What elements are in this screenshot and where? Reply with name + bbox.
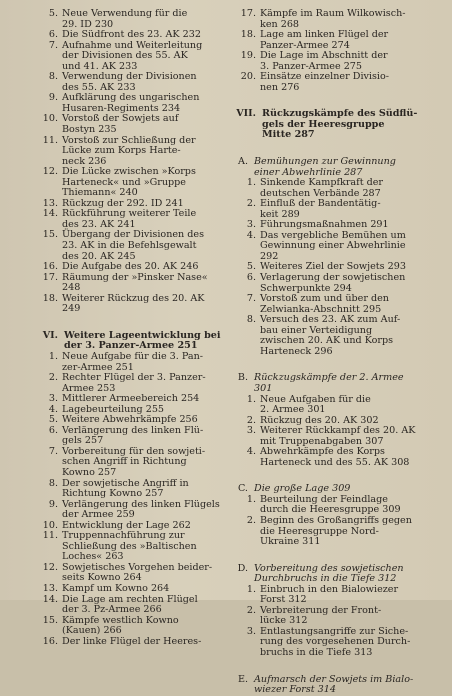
toc-entry-number: 7.: [48, 445, 58, 457]
toc-entry: [234, 199, 446, 220]
toc-entry-text: [260, 606, 446, 627]
toc-entry-text: [254, 675, 446, 696]
toc-entry: [36, 479, 228, 500]
toc-entry-line: Rückzug der 292. ID 241: [62, 197, 184, 209]
toc-entry-line: der Armee 259: [62, 509, 135, 521]
toc-entry-line: 23. AK in die Befehlsgewalt: [62, 240, 197, 252]
toc-entry-line: Aufklärung des ungarischen: [62, 92, 200, 104]
toc-entry-number: 8.: [246, 314, 256, 326]
toc-entry-line: 2. Armee 301: [260, 404, 326, 416]
toc-entry-number: 14.: [42, 593, 58, 605]
toc-entry-line: Harteneck 296: [260, 345, 333, 357]
toc-entry-text: [260, 516, 446, 548]
toc-entry-number: 1.: [246, 583, 256, 595]
toc-entry-number: B.: [237, 372, 248, 384]
toc-entry: [36, 426, 228, 447]
toc-entry-line: Rückzugskämpfe des Südflü-: [262, 108, 418, 120]
toc-entry-text: [254, 157, 446, 178]
toc-left-column: [36, 9, 228, 647]
toc-entry: [234, 315, 446, 357]
toc-entry-number: 9.: [48, 92, 58, 104]
toc-entry-text: [260, 199, 446, 220]
toc-entry-line: Weiteres Ziel der Sowjets 293: [260, 261, 406, 273]
toc-entry-number: VI.: [42, 329, 58, 341]
toc-entry-line: Neue Aufgabe für die 3. Pan-: [62, 350, 204, 362]
toc-entry-number: 15.: [42, 229, 58, 241]
toc-entry-text: [62, 136, 228, 168]
toc-entry: [234, 72, 446, 93]
toc-entry-number: 5.: [48, 414, 58, 426]
toc-entry-line: Zelwianka-Abschnitt 295: [260, 303, 382, 315]
toc-entry-number: 17.: [240, 8, 256, 19]
toc-entry-line: Mitte 287: [262, 129, 315, 141]
toc-entry-text: [62, 273, 228, 294]
toc-entry: [234, 426, 446, 447]
toc-entry: [36, 352, 228, 373]
toc-entry-line: Aufnahme und Weiterleitung: [62, 39, 203, 51]
toc-entry-line: Vorbereitung für den sowjeti-: [62, 445, 206, 457]
toc-entry-line: (Kauen) 266: [62, 625, 122, 637]
toc-entry-line: Rechter Flügel der 3. Panzer-: [62, 372, 206, 384]
toc-entry-line: Beginn des Großangriffs gegen: [260, 514, 412, 526]
toc-entry-line: Einsätze einzelner Divisio-: [260, 71, 390, 83]
toc-section-heading: [234, 109, 446, 141]
toc-entry-line: Verlängerung des linken Flügels: [62, 498, 220, 510]
toc-entry-line: der 3. Panzer-Armee 251: [64, 340, 198, 352]
toc-entry-line: Sinkende Kampfkraft der: [260, 177, 384, 189]
toc-entry-line: Schließung des »Baltischen: [62, 540, 197, 552]
toc-entry-line: Sowjetisches Vorgehen beider-: [62, 561, 213, 573]
toc-entry-number: 10.: [42, 519, 58, 531]
toc-entry-text: [62, 637, 228, 648]
toc-section-heading: [36, 331, 228, 352]
toc-entry: [36, 167, 228, 199]
toc-entry: [234, 447, 446, 468]
toc-entry-text: [62, 447, 228, 479]
toc-entry-line: Lage am linken Flügel der: [260, 29, 389, 41]
toc-entry-line: Bostyn 235: [62, 124, 117, 136]
toc-entry-line: des 55. AK 233: [62, 81, 136, 93]
toc-entry-line: 248: [62, 282, 81, 294]
toc-entry-text: [62, 584, 228, 595]
toc-entry-line: gels der Heeresgruppe: [262, 118, 385, 130]
toc-entry-line: Loches« 263: [62, 551, 124, 563]
toc-entry-line: Forst 312: [260, 594, 307, 606]
toc-right-column: [234, 9, 446, 696]
toc-entry: [36, 616, 228, 637]
toc-entry-text: [62, 531, 228, 563]
toc-entry-line: Verlagerung der sowjetischen: [260, 272, 406, 284]
toc-entry-text: [260, 30, 446, 51]
toc-entry-line: Lagebeurteilung 255: [62, 403, 165, 415]
toc-entry: [36, 595, 228, 616]
toc-entry-line: Das vergebliche Bemühen um: [260, 229, 406, 241]
toc-entry: [234, 30, 446, 51]
toc-entry-line: Einbruch in den Bialowiezer: [260, 583, 399, 595]
toc-entry-number: 2.: [48, 372, 58, 384]
toc-entry-line: wiezer Forst 314: [254, 684, 336, 696]
toc-entry-line: Die Aufgabe des 20. AK 246: [62, 261, 199, 273]
toc-entry-line: Ukraine 311: [260, 536, 321, 548]
toc-entry-line: lücke 312: [260, 615, 308, 627]
toc-entry-line: bruchs in die Tiefe 313: [260, 646, 373, 658]
toc-entry-text: [62, 500, 228, 521]
toc-entry-line: Panzer-Armee 274: [260, 39, 350, 51]
toc-entry-line: Einfluß der Bandentätig-: [260, 198, 381, 210]
toc-entry-number: 7.: [246, 293, 256, 305]
toc-entry-text: [62, 41, 228, 73]
toc-entry-number: 16.: [42, 261, 58, 273]
toc-entry-line: Vorstoß zur Schließung der: [62, 134, 196, 146]
toc-entry: [36, 41, 228, 73]
toc-entry-line: Beurteilung der Feindlage: [260, 493, 388, 505]
toc-entry-text: [254, 373, 446, 394]
toc-entry-text: [62, 373, 228, 394]
toc-entry-text: [62, 72, 228, 93]
toc-entry-text: [260, 627, 446, 659]
toc-entry-number: 3.: [246, 219, 256, 231]
toc-entry-line: neck 236: [62, 155, 107, 167]
toc-entry-line: Richtung Kowno 257: [62, 488, 164, 500]
toc-entry-line: rung des vorgesehenen Durch-: [260, 636, 411, 648]
toc-entry: [234, 606, 446, 627]
toc-entry-line: Entlastungsangriffe zur Siche-: [260, 625, 409, 637]
toc-entry-text: [62, 114, 228, 135]
toc-entry: [36, 500, 228, 521]
toc-entry: [234, 627, 446, 659]
toc-entry-line: durch die Heeresgruppe 309: [260, 504, 401, 516]
toc-entry-number: 6.: [48, 424, 58, 436]
toc-entry-line: Weitere Lageentwicklung bei: [64, 329, 221, 341]
toc-entry-line: 301: [254, 382, 273, 394]
toc-entry-number: 8.: [48, 477, 58, 489]
toc-entry: [234, 516, 446, 548]
toc-entry-line: 29. ID 230: [62, 18, 114, 30]
toc-entry-number: 12.: [42, 561, 58, 573]
toc-entry: [36, 531, 228, 563]
toc-entry-number: C.: [237, 483, 248, 495]
toc-entry-text: [62, 230, 228, 262]
toc-entry-line: Armee 253: [62, 382, 116, 394]
toc-entry: [36, 637, 228, 648]
toc-entry-line: 249: [62, 303, 81, 315]
toc-entry-text: [260, 315, 446, 357]
toc-entry: [234, 585, 446, 606]
toc-entry-text: [62, 479, 228, 500]
toc-entry-line: Der sowjetische Angriff in: [62, 477, 189, 489]
toc-entry-line: Entwicklung der Lage 262: [62, 519, 191, 531]
toc-entry-number: 4.: [246, 229, 256, 241]
toc-entry-line: zwischen 20. AK und Korps: [260, 335, 394, 347]
toc-entry-number: VII.: [236, 108, 256, 120]
toc-entry-number: 12.: [42, 166, 58, 178]
toc-entry-text: [262, 109, 446, 141]
toc-entry-text: [62, 9, 228, 30]
toc-entry: [234, 178, 446, 199]
toc-entry-line: Die Lage im Abschnitt der: [260, 50, 388, 62]
toc-entry-line: einer Abwehrlinie 287: [254, 166, 363, 178]
toc-entry-text: [260, 294, 446, 315]
toc-entry-number: 4.: [246, 446, 256, 458]
toc-entry-text: [62, 595, 228, 616]
toc-entry-line: Mittlerer Armeebereich 254: [62, 393, 200, 405]
toc-entry-text: [64, 331, 228, 352]
toc-entry-text: [260, 395, 446, 416]
toc-entry-line: Rückzugskämpfe der 2. Armee: [254, 372, 404, 384]
toc-subsection-heading: [234, 373, 446, 394]
toc-entry-text: [62, 167, 228, 199]
toc-entry-number: E.: [237, 673, 248, 685]
toc-entry-number: 3.: [246, 425, 256, 437]
toc-subsection-heading: [234, 675, 446, 696]
toc-entry-number: 17.: [42, 271, 58, 283]
toc-entry-number: 20.: [240, 71, 256, 83]
toc-entry-line: Führungsmaßnahmen 291: [260, 219, 389, 231]
toc-entry-text: [62, 426, 228, 447]
toc-entry-line: des 20. AK 245: [62, 250, 136, 262]
toc-entry: [234, 395, 446, 416]
toc-entry-line: seits Kowno 264: [62, 572, 142, 584]
toc-entry-line: Kämpfe im Raum Wilkowisch-: [260, 8, 406, 19]
toc-entry-line: Der linke Flügel der Heeres-: [62, 635, 202, 647]
toc-entry-number: 1.: [246, 393, 256, 405]
toc-subsection-heading: [234, 157, 446, 178]
toc-entry-text: [260, 178, 446, 199]
toc-entry-line: Harteneck« und »Gruppe: [62, 176, 186, 188]
toc-entry-text: [62, 352, 228, 373]
toc-entry-line: Versuch des 23. AK zum Auf-: [260, 314, 401, 326]
toc-entry-number: 6.: [48, 29, 58, 41]
toc-entry-number: 16.: [42, 635, 58, 647]
toc-entry-number: 18.: [240, 29, 256, 41]
toc-entry: [36, 563, 228, 584]
toc-entry-number: A.: [238, 156, 248, 168]
toc-entry-line: Kowno 257: [62, 466, 117, 478]
toc-entry-line: Gewinnung einer Abwehrlinie: [260, 240, 406, 252]
toc-entry-number: 13.: [42, 197, 58, 209]
toc-entry-number: 2.: [246, 414, 256, 426]
toc-entry-line: der Divisionen des 55. AK: [62, 50, 188, 62]
toc-entry-number: 1.: [246, 493, 256, 505]
toc-entry-line: Abwehrkämpfe des Korps: [260, 446, 385, 458]
toc-entry-number: 6.: [246, 272, 256, 284]
toc-entry-line: Weitere Abwehrkämpfe 256: [62, 414, 198, 426]
toc-entry-line: Die große Lage 309: [254, 483, 351, 495]
toc-entry-line: Verbreiterung der Front-: [260, 604, 382, 616]
toc-entry-number: 11.: [42, 530, 58, 542]
toc-entry-line: Weiterer Rückkampf des 20. AK: [260, 425, 416, 437]
toc-entry-line: Weiterer Rückzug des 20. AK: [62, 292, 205, 304]
toc-entry-number: 2.: [246, 198, 256, 210]
toc-entry-line: Vorstoß der Sowjets auf: [62, 113, 179, 125]
toc-entry-text: [62, 93, 228, 114]
toc-entry: [234, 294, 446, 315]
toc-entry-text: [260, 426, 446, 447]
toc-entry-line: 292: [260, 250, 279, 262]
toc-entry: [36, 447, 228, 479]
toc-entry-number: 14.: [42, 208, 58, 220]
toc-entry-text: [260, 447, 446, 468]
toc-entry-number: 11.: [42, 134, 58, 146]
toc-entry-text: [260, 51, 446, 72]
toc-entry-line: Kämpfe westlich Kowno: [62, 614, 179, 626]
toc-entry-line: gels 257: [62, 435, 104, 447]
toc-entry-number: 8.: [48, 71, 58, 83]
toc-entry-number: D.: [237, 562, 248, 574]
toc-entry-text: [62, 616, 228, 637]
toc-entry-number: 1.: [48, 350, 58, 362]
toc-entry-text: [260, 72, 446, 93]
toc-entry-line: Kampf um Kowno 264: [62, 582, 170, 594]
toc-entry: [36, 9, 228, 30]
toc-entry-number: 5.: [48, 8, 58, 19]
toc-entry-text: [260, 231, 446, 263]
toc-entry-line: Die Lücke zwischen »Korps: [62, 166, 196, 178]
toc-entry-number: 2.: [246, 604, 256, 616]
toc-entry-text: [254, 564, 446, 585]
toc-entry-line: Die Südfront des 23. AK 232: [62, 29, 201, 41]
toc-entry-line: Räumung der »Pinsker Nase«: [62, 271, 208, 283]
toc-entry: [234, 231, 446, 263]
toc-entry-line: Schwerpunkte 294: [260, 282, 352, 294]
toc-entry: [36, 93, 228, 114]
toc-entry-number: 9.: [48, 498, 58, 510]
toc-entry-line: Die Lage am rechten Flügel: [62, 593, 198, 605]
toc-entry-line: Übergang der Divisionen des: [62, 229, 205, 241]
toc-entry: [234, 273, 446, 294]
toc-entry: [36, 294, 228, 315]
toc-entry-line: Truppennachführung zur: [62, 530, 185, 542]
toc-entry: [234, 51, 446, 72]
toc-entry-line: des 23. AK 241: [62, 218, 136, 230]
toc-entry: [36, 72, 228, 93]
toc-entry-text: [260, 273, 446, 294]
toc-entry-line: bau einer Verteidigung: [260, 324, 373, 336]
toc-entry: [36, 273, 228, 294]
toc-entry-line: Lücke zum Korps Harte-: [62, 145, 181, 157]
toc-entry: [36, 230, 228, 262]
toc-entry-line: Verwendung der Divisionen: [62, 71, 197, 83]
toc-entry-number: 5.: [246, 261, 256, 273]
toc-entry-number: 19.: [240, 50, 256, 62]
toc-entry: [36, 373, 228, 394]
toc-entry-line: Durchbruchs in die Tiefe 312: [254, 573, 397, 585]
toc-entry-line: deutschen Verbände 287: [260, 187, 381, 199]
toc-entry-number: 3.: [48, 393, 58, 405]
toc-entry: [234, 9, 446, 30]
toc-subsection-heading: [234, 564, 446, 585]
toc-entry-number: 2.: [246, 514, 256, 526]
toc-entry-line: der 3. Pz-Armee 266: [62, 604, 162, 616]
toc-entry-text: [62, 209, 228, 230]
toc-entry-line: keit 289: [260, 208, 300, 220]
toc-entry-number: 15.: [42, 614, 58, 626]
toc-entry-line: Verlängerung des linken Flü-: [62, 424, 204, 436]
toc-entry-line: und 41. AK 233: [62, 60, 138, 72]
toc-entry-line: Vorbereitung des sowjetischen: [254, 562, 404, 574]
toc-entry-text: [62, 563, 228, 584]
toc-entry-number: 4.: [48, 403, 58, 415]
toc-entry: [36, 209, 228, 230]
toc-entry-text: [260, 585, 446, 606]
toc-entry: [234, 495, 446, 516]
toc-entry-line: Harteneck und des 55. AK 308: [260, 456, 410, 468]
toc-entry-line: Neue Verwendung für die: [62, 8, 188, 19]
toc-entry-line: mit Truppenabgaben 307: [260, 435, 384, 447]
toc-entry-line: 3. Panzer-Armee 275: [260, 60, 363, 72]
toc-entry-number: 3.: [246, 625, 256, 637]
toc-entry-line: Thiemann« 240: [62, 187, 138, 199]
toc-entry-number: 13.: [42, 582, 58, 594]
toc-entry: [36, 136, 228, 168]
toc-entry-line: ken 268: [260, 18, 300, 30]
toc-entry-line: Rückführung weiterer Teile: [62, 208, 197, 220]
toc-entry-number: 7.: [48, 39, 58, 51]
toc-entry-text: [260, 9, 446, 30]
toc-entry-text: [260, 495, 446, 516]
toc-entry-line: Neue Aufgaben für die: [260, 393, 371, 405]
toc-entry-line: Rückzug des 20. AK 302: [260, 414, 379, 426]
toc-entry-line: schen Angriff in Richtung: [62, 456, 187, 468]
toc-entry-line: Bemühungen zur Gewinnung: [254, 156, 396, 168]
toc-entry-number: 18.: [42, 292, 58, 304]
toc-entry: [36, 584, 228, 595]
toc-entry-line: zer-Armee 251: [62, 361, 134, 373]
toc-entry-line: nen 276: [260, 81, 300, 93]
toc-entry-number: 1.: [246, 177, 256, 189]
toc-entry-line: die Heeresgruppe Nord-: [260, 525, 379, 537]
toc-entry-line: Vorstoß zum und über den: [260, 293, 389, 305]
toc-entry: [36, 114, 228, 135]
toc-entry-line: Aufmarsch der Sowjets im Bialo-: [254, 673, 414, 685]
toc-entry-text: [62, 294, 228, 315]
toc-entry-line: Husaren-Regiments 234: [62, 102, 181, 114]
toc-entry-number: 10.: [42, 113, 58, 125]
